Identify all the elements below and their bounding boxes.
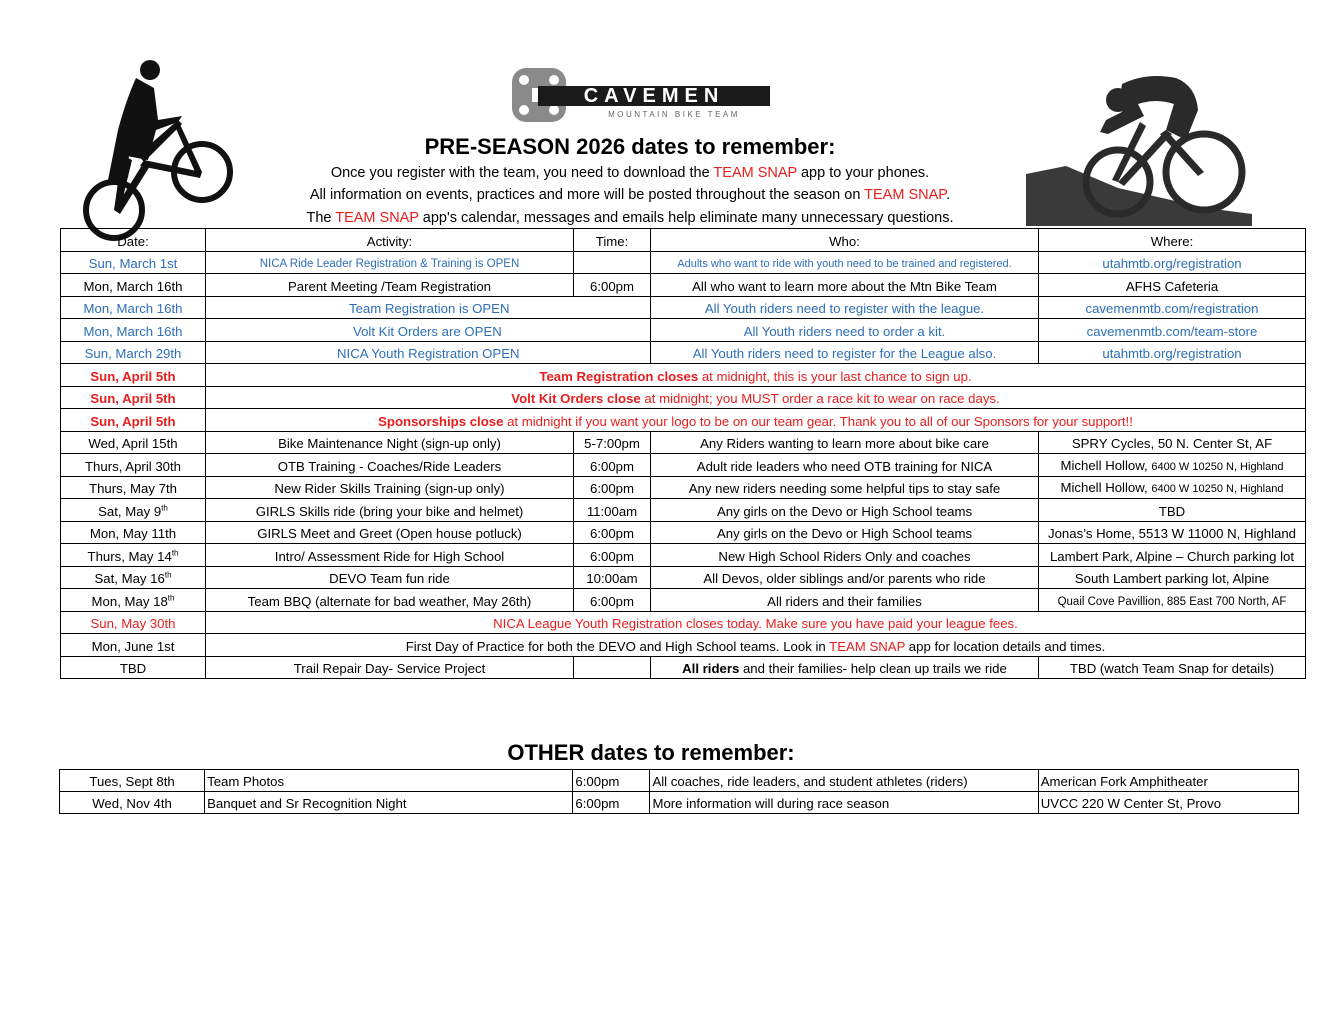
where-cell: cavemenmtb.com/team-store [1039, 319, 1306, 342]
date-cell: Sun, March 1st [61, 251, 206, 274]
activity-cell: Team Registration is OPEN [206, 296, 651, 319]
time-cell: 6:00pm [574, 544, 651, 567]
who-cell: Any Riders wanting to learn more about bike care [651, 431, 1039, 454]
time-cell: 6:00pm [574, 521, 651, 544]
who-cell: Adults who want to ride with youth need to be trained and registered. [651, 251, 1039, 274]
date-cell: TBD [61, 656, 206, 679]
table-row [61, 364, 1306, 387]
date-cell: Tues, Sept 8th [60, 770, 205, 792]
date-cell: Sun, April 5th [61, 386, 206, 409]
who-cell: All Youth riders need to register with the league. [651, 296, 1039, 319]
time-cell: 6:00pm [573, 792, 650, 814]
where-cell: TBD [1039, 499, 1306, 522]
table-row [60, 792, 1299, 814]
who-cell: New High School Riders Only and coaches [651, 544, 1039, 567]
table-row [61, 476, 1306, 499]
notice-cell: First Day of Practice for both the DEVO and High School teams. Look in TEAM SNAP app for location details and times. [206, 634, 1306, 657]
time-cell: 6:00pm [573, 770, 650, 792]
table-row [61, 409, 1306, 432]
time-cell: 6:00pm [574, 454, 651, 477]
activity-cell: Parent Meeting /Team Registration [206, 274, 574, 297]
date-cell: Mon, June 1st [61, 634, 206, 657]
activity-cell: NICA Ride Leader Registration & Training is OPEN [206, 251, 574, 274]
header-where: Where: [1039, 229, 1306, 252]
date-cell: Thurs, May 7th [61, 476, 206, 499]
table-row [61, 296, 1306, 319]
cavemen-logo [502, 62, 774, 128]
table-row [60, 770, 1299, 792]
where-cell: Michell Hollow, 6400 W 10250 N, Highland [1039, 476, 1306, 499]
who-cell: More information will during race season [650, 792, 1038, 814]
who-cell: Any new riders needing some helpful tips to stay safe [651, 476, 1039, 499]
table-row [61, 521, 1306, 544]
time-cell: 11:00am [574, 499, 651, 522]
activity-cell: Banquet and Sr Recognition Night [205, 792, 573, 814]
where-cell: Lambert Park, Alpine – Church parking lot [1039, 544, 1306, 567]
notice-cell: NICA League Youth Registration closes today. Make sure you have paid your league fees. [206, 611, 1306, 634]
where-cell: AFHS Cafeteria [1039, 274, 1306, 297]
logo-tagline: MOUNTAIN BIKE TEAM [608, 110, 740, 119]
table-row [61, 431, 1306, 454]
where-cell: utahmtb.org/registration [1039, 341, 1306, 364]
activity-cell: DEVO Team fun ride [206, 566, 574, 589]
date-cell: Wed, Nov 4th [60, 792, 205, 814]
activity-cell: Trail Repair Day- Service Project [206, 656, 574, 679]
date-cell: Sat, May 16th [61, 566, 206, 589]
date-cell: Sun, April 5th [61, 364, 206, 387]
date-cell: Mon, March 16th [61, 319, 206, 342]
notice-cell: Sponsorships close at midnight if you want your logo to be on our team gear. Thank you to all of our Sponsors for your support!! [206, 409, 1306, 432]
where-cell: Jonas’s Home, 5513 W 11000 N, Highland [1039, 521, 1306, 544]
time-cell: 6:00pm [574, 476, 651, 499]
time-cell: 10:00am [574, 566, 651, 589]
table-row [61, 566, 1306, 589]
table-header-row [61, 229, 1306, 252]
notice-cell: Team Registration closes at midnight, this is your last chance to sign up. [206, 364, 1306, 387]
header-who: Who: [651, 229, 1039, 252]
table-row [61, 656, 1306, 679]
date-cell: Thurs, April 30th [61, 454, 206, 477]
time-cell: 6:00pm [574, 274, 651, 297]
date-cell: Sun, March 29th [61, 341, 206, 364]
where-cell: utahmtb.org/registration [1039, 251, 1306, 274]
where-cell: American Fork Amphitheater [1038, 770, 1298, 792]
who-cell: All who want to learn more about the Mtn Bike Team [651, 274, 1039, 297]
activity-cell: NICA Youth Registration OPEN [206, 341, 651, 364]
page-title: PRE-SEASON 2026 dates to remember: [424, 134, 836, 159]
who-cell: Any girls on the Devo or High School teams [651, 499, 1039, 522]
date-cell: Mon, May 18th [61, 589, 206, 612]
table-row [61, 544, 1306, 567]
where-cell: Quail Cove Pavillion, 885 East 700 North, AF [1039, 589, 1306, 612]
date-cell: Mon, March 16th [61, 274, 206, 297]
table-row [61, 499, 1306, 522]
time-cell: 5-7:00pm [574, 431, 651, 454]
activity-cell: GIRLS Meet and Greet (Open house potluck) [206, 521, 574, 544]
other-dates-title: OTHER dates to remember: [507, 740, 795, 765]
who-cell: Any girls on the Devo or High School teams [651, 521, 1039, 544]
header-time: Time: [574, 229, 651, 252]
table-row [61, 274, 1306, 297]
table-row [61, 611, 1306, 634]
who-cell: All Devos, older siblings and/or parents who ride [651, 566, 1039, 589]
header-date: Date: [61, 229, 206, 252]
activity-cell: Team Photos [205, 770, 573, 792]
table-row [61, 251, 1306, 274]
date-cell: Sun, May 30th [61, 611, 206, 634]
where-cell: cavemenmtb.com/registration [1039, 296, 1306, 319]
table-row [61, 589, 1306, 612]
date-cell: Mon, May 11th [61, 521, 206, 544]
time-cell: 6:00pm [574, 589, 651, 612]
activity-cell: Volt Kit Orders are OPEN [206, 319, 651, 342]
notice-cell: Volt Kit Orders close at midnight; you MUST order a race kit to wear on race days. [206, 386, 1306, 409]
time-cell [574, 656, 651, 679]
activity-cell: New Rider Skills Training (sign-up only) [206, 476, 574, 499]
table-row [61, 386, 1306, 409]
who-cell: All Youth riders need to register for the League also. [651, 341, 1039, 364]
date-cell: Thurs, May 14th [61, 544, 206, 567]
who-cell: All riders and their families- help clean up trails we ride [651, 656, 1039, 679]
where-cell: Michell Hollow, 6400 W 10250 N, Highland [1039, 454, 1306, 477]
header-activity: Activity: [206, 229, 574, 252]
date-cell: Wed, April 15th [61, 431, 206, 454]
date-cell: Mon, March 16th [61, 296, 206, 319]
date-cell: Sun, April 5th [61, 409, 206, 432]
intro-line-1: Once you register with the team, you need to download the TEAM SNAP app to your phones. [330, 165, 930, 181]
time-cell [574, 251, 651, 274]
table-row [61, 454, 1306, 477]
who-cell: All coaches, ride leaders, and student athletes (riders) [650, 770, 1038, 792]
intro-line-2: All information on events, practices and more will be posted throughout the season on TEAM SNAP. [309, 187, 951, 203]
intro-line-3: The TEAM SNAP app's calendar, messages and emails help eliminate many unnecessary questions. [306, 210, 954, 226]
activity-cell: GIRLS Skills ride (bring your bike and helmet) [206, 499, 574, 522]
who-cell: All Youth riders need to order a kit. [651, 319, 1039, 342]
date-cell: Sat, May 9th [61, 499, 206, 522]
table-row [61, 319, 1306, 342]
pre-season-schedule-table [60, 228, 1306, 679]
activity-cell: Team BBQ (alternate for bad weather, May 26th) [206, 589, 574, 612]
activity-cell: Bike Maintenance Night (sign-up only) [206, 431, 574, 454]
where-cell: South Lambert parking lot, Alpine [1039, 566, 1306, 589]
table-row [61, 634, 1306, 657]
logo-brand: CAVEMEN [583, 85, 725, 107]
where-cell: SPRY Cycles, 50 N. Center St, AF [1039, 431, 1306, 454]
where-cell: TBD (watch Team Snap for details) [1039, 656, 1306, 679]
where-cell: UVCC 220 W Center St, Provo [1038, 792, 1298, 814]
activity-cell: Intro/ Assessment Ride for High School [206, 544, 574, 567]
table-row [61, 341, 1306, 364]
who-cell: Adult ride leaders who need OTB training for NICA [651, 454, 1039, 477]
who-cell: All riders and their families [651, 589, 1039, 612]
other-dates-table [59, 769, 1299, 814]
activity-cell: OTB Training - Coaches/Ride Leaders [206, 454, 574, 477]
